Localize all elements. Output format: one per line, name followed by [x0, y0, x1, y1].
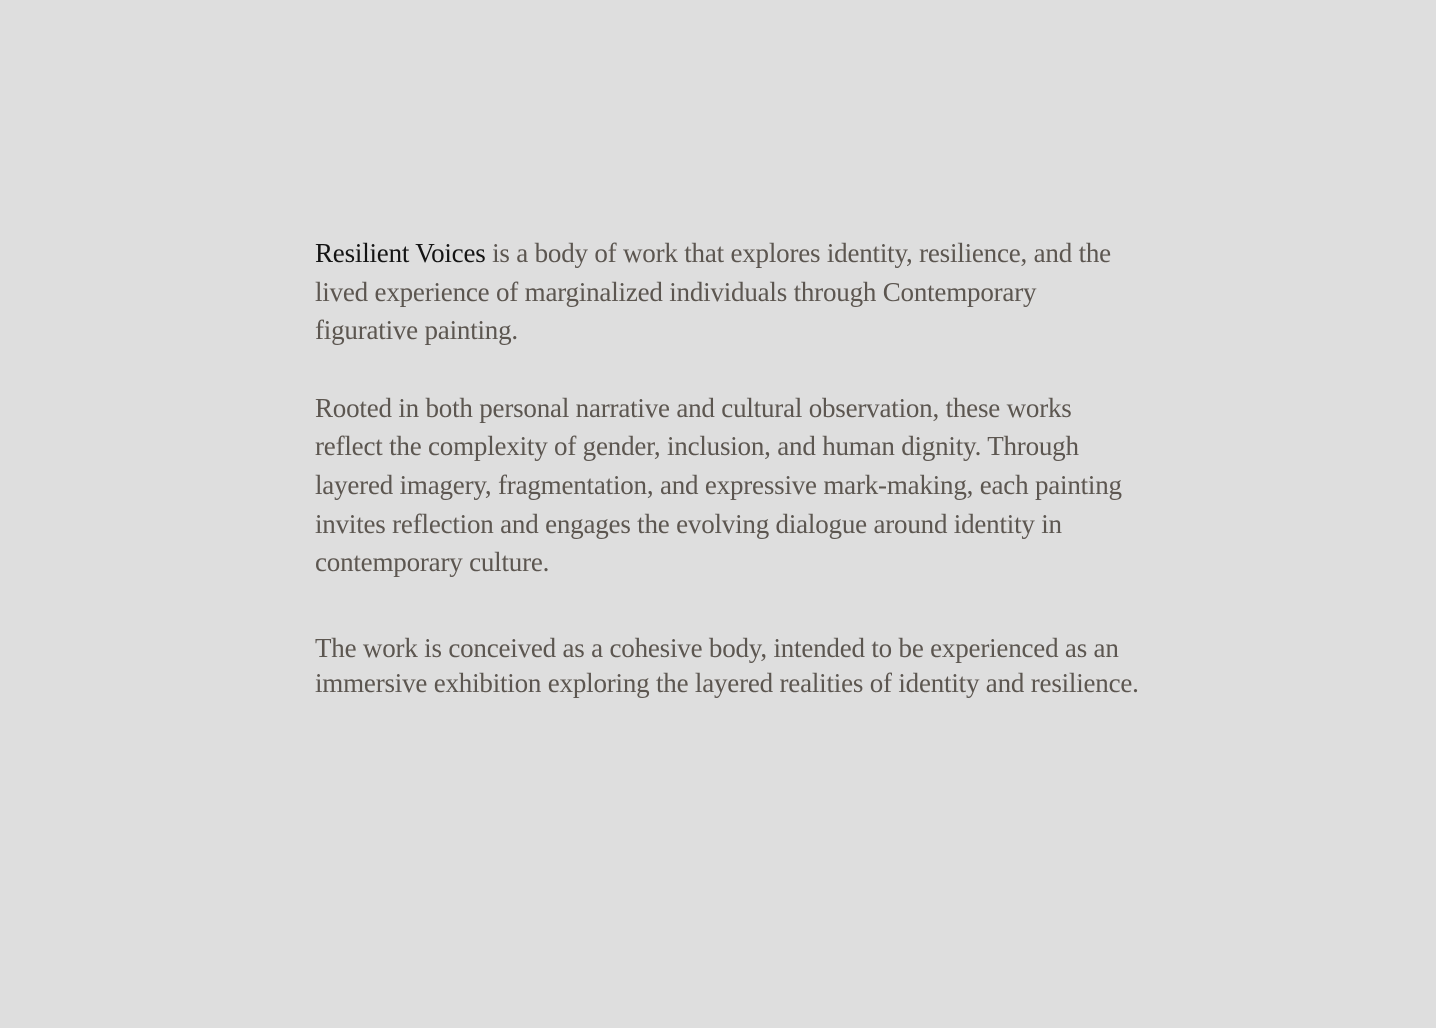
statement-paragraph-3: The work is conceived as a cohesive body, intended to be experienced as an immersive exhibition exploring the layered realities of identity and resilience. [315, 632, 1139, 698]
statement-paragraph-2: Rooted in both personal narrative and cultural observation, these works reflect the complexity of gender, inclusion, and human dignity. Through layered imagery, fragmentation, and expressive mark-making, each painting invites reflection and engages the evolving dialogue around identity in contemporary culture. [315, 392, 1122, 578]
intro-text: is a body of work that explores identity, resilience, and the lived experience of marginalized individuals through Contemporary figurative painting. [315, 238, 1111, 346]
series-title: Resilient Voices [315, 238, 486, 268]
artist-statement [315, 234, 1145, 700]
statement-intro [315, 234, 1145, 350]
